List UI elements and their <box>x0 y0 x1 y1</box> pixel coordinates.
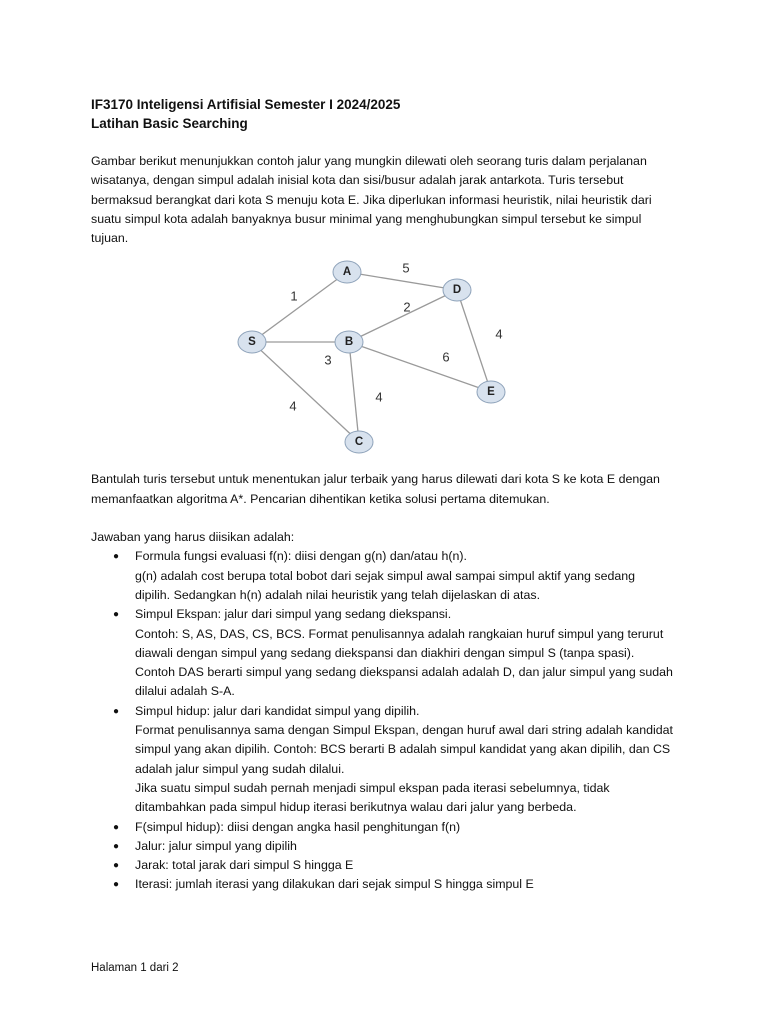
intro-line: bermaksud berangkat dari kota S menuju kota E. Jika diperlukan informasi heuristik, nilai heuristik dari <box>91 192 652 207</box>
edge-b-d <box>349 290 457 342</box>
answer-line: Contoh: S, AS, DAS, CS, BCS. Format penulisannya adalah rangkaian huruf simpul yang terurut <box>135 626 664 641</box>
edge-weight-label: 4 <box>495 326 503 342</box>
answer-line: g(n) adalah cost berupa total bobot dari sejak simpul awal sampai simpul aktif yang sedang <box>135 568 636 583</box>
edge-weight-label: 5 <box>402 260 410 276</box>
answer-line: F(simpul hidup): diisi dengan angka hasil penghitungan f(n) <box>135 819 461 834</box>
edge-b-e <box>349 342 491 392</box>
answer-line: simpul yang akan dipilih. Contoh: BCS berarti B adalah simpul kandidat yang akan dipilih, dan CS <box>135 742 671 757</box>
task-paragraph <box>91 470 691 509</box>
node-label: S <box>248 336 256 349</box>
answer-line: dilalui adalah S-A. <box>135 684 235 699</box>
answer-line: ditambahkan pada simpul hidup iterasi berikutnya walau dari jalur yang berbeda. <box>135 800 577 815</box>
answer-line: Contoh DAS berarti simpul yang sedang diekspansi adalah adalah D, dan jalur simpul yang sudah <box>135 665 673 680</box>
answer-item <box>91 837 691 856</box>
answer-line: Simpul Ekspan: jalur dari simpul yang sedang diekspansi. <box>135 607 452 622</box>
task-line: Bantulah turis tersebut untuk menentukan jalur terbaik yang harus dilewati dari kota S ke kota E dengan <box>91 472 660 487</box>
edge-s-c <box>252 342 359 442</box>
answer-line: Simpul hidup: jalur dari kandidat simpul yang dipilih. <box>135 703 420 718</box>
answer-line: adalah jalur simpul yang sudah dilalui. <box>135 761 345 776</box>
page-number: Halaman 1 dari 2 <box>91 962 179 974</box>
document-page <box>91 95 691 895</box>
answer-line: Format penulisannya sama dengan Simpul Ekspan, dengan huruf awal dari string adalah kandidat <box>135 723 673 738</box>
edge-weight-label: 2 <box>403 299 411 315</box>
bullet-icon: ● <box>113 879 120 891</box>
answer-line: Jalur: jalur simpul yang dipilih <box>135 838 297 853</box>
answer-item <box>91 547 691 605</box>
edge-d-e <box>457 290 491 392</box>
node-label: D <box>452 284 462 297</box>
bullet-icon: ● <box>113 705 120 717</box>
node-label: B <box>344 336 354 349</box>
bullet-icon: ● <box>113 551 120 563</box>
intro-line: wisatanya, dengan simpul adalah inisial kota dan sisi/busur adalah jarak antarkota. Turis tersebut <box>91 173 624 188</box>
bullet-icon: ● <box>113 840 120 852</box>
edge-weight-label: 4 <box>289 398 297 414</box>
course-title: IF3170 Inteligensi Artifisial Semester I 2024/2025 <box>91 97 401 112</box>
bullet-icon: ● <box>113 821 120 833</box>
intro-line: Gambar berikut menunjukkan contoh jalur yang mungkin dilewati oleh seorang turis dalam perjalanan <box>91 154 647 168</box>
bullet-icon: ● <box>113 609 120 621</box>
answer-line: Iterasi: jumlah iterasi yang dilakukan dari sejak simpul S hingga simpul E <box>135 877 534 892</box>
edge-weight-label: 1 <box>290 288 298 304</box>
answer-line: Formula fungsi evaluasi f(n): diisi dengan g(n) dan/atau h(n). <box>135 549 467 564</box>
answer-list <box>91 547 691 894</box>
intro-paragraph <box>91 152 691 248</box>
edge-weight-label: 6 <box>442 349 450 365</box>
answer-item <box>91 875 691 894</box>
intro-line: suatu simpul kota adalah banyaknya busur minimal yang menghubungkan simpul tersebut ke simpul <box>91 211 642 226</box>
answer-line: Jarak: total jarak dari simpul S hingga E <box>135 858 354 873</box>
answer-item <box>91 605 691 701</box>
edge-weight-label: 4 <box>375 389 383 405</box>
answer-item <box>91 818 691 837</box>
answers-heading: Jawaban yang harus diisikan adalah: <box>91 530 295 545</box>
edge-s-a <box>252 272 347 342</box>
city-graph-diagram <box>231 254 516 464</box>
answer-line: dipilih. Sedangkan h(n) adalah nilai heuristik yang telah dijelaskan di atas. <box>135 587 541 602</box>
node-label: A <box>342 266 352 279</box>
answer-item <box>91 856 691 875</box>
node-label: C <box>354 436 364 449</box>
answer-line: Jika suatu simpul sudah pernah menjadi simpul ekspan pada iterasi sebelumnya, tidak <box>135 780 610 795</box>
edge-weight-label: 3 <box>324 352 332 368</box>
answer-item <box>91 702 691 818</box>
bullet-icon: ● <box>113 860 120 872</box>
node-label: E <box>487 386 495 399</box>
task-line: memanfaatkan algoritma A*. Pencarian dihentikan ketika solusi pertama ditemukan. <box>91 491 550 506</box>
exercise-subtitle: Latihan Basic Searching <box>91 116 248 131</box>
answer-line: diawali dengan simpul yang sedang diekspansi dan diakhiri dengan simpul S (tanpa spasi). <box>135 645 635 660</box>
intro-line: tujuan. <box>91 231 129 246</box>
edge-b-c <box>349 342 359 442</box>
